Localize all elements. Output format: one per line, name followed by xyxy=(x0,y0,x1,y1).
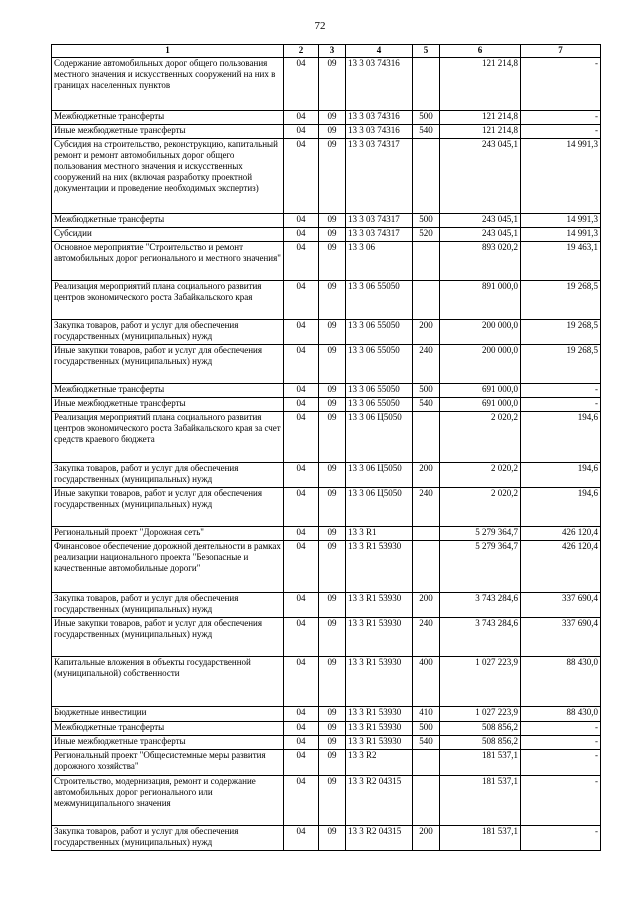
table-row xyxy=(52,618,601,657)
row-subsection-code: 09 xyxy=(319,776,346,826)
row-subsection-code: 09 xyxy=(319,593,346,618)
row-section-code: 04 xyxy=(284,111,319,125)
row-amount: 2 020,2 xyxy=(440,463,521,488)
row-section-code: 04 xyxy=(284,618,319,657)
table-row xyxy=(52,412,601,463)
row-target-article: 13 3 03 74316 xyxy=(346,111,413,125)
row-amount: 3 743 284,6 xyxy=(440,618,521,657)
row-target-article: 13 3 06 55050 xyxy=(346,345,413,384)
row-target-article: 13 3 R2 xyxy=(346,750,413,776)
row-description: Строительство, модернизация, ремонт и содержание автомобильных дорог регионального или межмуниципального значения xyxy=(52,776,284,826)
row-target-article: 13 3 06 55050 xyxy=(346,320,413,345)
row-description: Бюджетные инвестиции xyxy=(52,707,284,722)
row-target-article: 13 3 06 Ц5050 xyxy=(346,412,413,463)
row-amount-federal: - xyxy=(521,125,601,139)
row-amount: 5 279 364,7 xyxy=(440,527,521,541)
row-amount-federal: 194,6 xyxy=(521,463,601,488)
table-row xyxy=(52,593,601,618)
row-amount-federal: 19 463,1 xyxy=(521,242,601,281)
row-target-article: 13 3 06 xyxy=(346,242,413,281)
row-expense-type xyxy=(413,139,440,214)
row-subsection-code: 09 xyxy=(319,281,346,320)
column-header: 2 xyxy=(284,45,319,58)
row-amount-federal: - xyxy=(521,111,601,125)
row-amount-federal: 88 430,0 xyxy=(521,707,601,722)
row-target-article: 13 3 06 55050 xyxy=(346,281,413,320)
row-subsection-code: 09 xyxy=(319,320,346,345)
row-section-code: 04 xyxy=(284,776,319,826)
row-expense-type: 500 xyxy=(413,111,440,125)
row-amount-federal: - xyxy=(521,736,601,750)
row-subsection-code: 09 xyxy=(319,826,346,851)
row-amount: 181 537,1 xyxy=(440,750,521,776)
row-section-code: 04 xyxy=(284,541,319,593)
table-row xyxy=(52,281,601,320)
row-subsection-code: 09 xyxy=(319,139,346,214)
row-amount-federal: 19 268,5 xyxy=(521,320,601,345)
row-subsection-code: 09 xyxy=(319,412,346,463)
column-header: 4 xyxy=(346,45,413,58)
row-section-code: 04 xyxy=(284,320,319,345)
row-amount: 2 020,2 xyxy=(440,488,521,527)
row-amount-federal: 19 268,5 xyxy=(521,345,601,384)
column-header: 7 xyxy=(521,45,601,58)
row-amount: 200 000,0 xyxy=(440,320,521,345)
table-row xyxy=(52,826,601,851)
row-amount-federal: 426 120,4 xyxy=(521,527,601,541)
row-section-code: 04 xyxy=(284,412,319,463)
row-amount: 5 279 364,7 xyxy=(440,541,521,593)
row-amount-federal: - xyxy=(521,722,601,736)
row-section-code: 04 xyxy=(284,345,319,384)
row-amount: 121 214,8 xyxy=(440,58,521,111)
row-description: Иные межбюджетные трансферты xyxy=(52,398,284,412)
row-amount: 2 020,2 xyxy=(440,412,521,463)
row-section-code: 04 xyxy=(284,593,319,618)
table-row xyxy=(52,463,601,488)
row-target-article: 13 3 R1 xyxy=(346,527,413,541)
row-subsection-code: 09 xyxy=(319,707,346,722)
table-row xyxy=(52,139,601,214)
row-description: Иные закупки товаров, работ и услуг для обеспечения государственных (муниципальных) нужд xyxy=(52,488,284,527)
row-amount: 121 214,8 xyxy=(440,111,521,125)
row-amount-federal: 14 991,3 xyxy=(521,139,601,214)
table-row xyxy=(52,345,601,384)
table-row xyxy=(52,398,601,412)
row-description: Субсидия на строительство, реконструкцию, капитальный ремонт и ремонт автомобильных дорог общего пользования местного значения и искусственных сооружений на них (включая разработку проектной документации и проведение необходимых экспертиз) xyxy=(52,139,284,214)
row-target-article: 13 3 06 Ц5050 xyxy=(346,463,413,488)
row-section-code: 04 xyxy=(284,707,319,722)
row-amount: 243 045,1 xyxy=(440,214,521,228)
row-expense-type: 500 xyxy=(413,384,440,398)
row-description: Межбюджетные трансферты xyxy=(52,722,284,736)
row-expense-type xyxy=(413,242,440,281)
row-subsection-code: 09 xyxy=(319,736,346,750)
row-amount-federal: - xyxy=(521,398,601,412)
row-section-code: 04 xyxy=(284,58,319,111)
row-target-article: 13 3 03 74317 xyxy=(346,214,413,228)
table-row xyxy=(52,722,601,736)
table-header-row xyxy=(52,45,601,58)
row-description: Закупка товаров, работ и услуг для обеспечения государственных (муниципальных) нужд xyxy=(52,593,284,618)
row-target-article: 13 3 03 74316 xyxy=(346,58,413,111)
row-amount: 893 020,2 xyxy=(440,242,521,281)
row-section-code: 04 xyxy=(284,125,319,139)
row-description: Иные межбюджетные трансферты xyxy=(52,736,284,750)
row-section-code: 04 xyxy=(284,242,319,281)
row-expense-type: 540 xyxy=(413,736,440,750)
row-target-article: 13 3 R1 53930 xyxy=(346,541,413,593)
row-expense-type: 540 xyxy=(413,398,440,412)
table-row xyxy=(52,707,601,722)
row-amount: 508 856,2 xyxy=(440,736,521,750)
row-amount: 243 045,1 xyxy=(440,139,521,214)
row-subsection-code: 09 xyxy=(319,345,346,384)
row-target-article: 13 3 R1 53930 xyxy=(346,618,413,657)
row-target-article: 13 3 R1 53930 xyxy=(346,707,413,722)
row-section-code: 04 xyxy=(284,657,319,707)
row-expense-type xyxy=(413,281,440,320)
row-expense-type xyxy=(413,412,440,463)
row-subsection-code: 09 xyxy=(319,228,346,242)
row-description: Содержание автомобильных дорог общего пользования местного значения и искусственных сооружений на них в границах населенных пунктов xyxy=(52,58,284,111)
row-subsection-code: 09 xyxy=(319,527,346,541)
row-expense-type: 410 xyxy=(413,707,440,722)
row-description: Реализация мероприятий плана социального развития центров экономического роста Забайкальского края xyxy=(52,281,284,320)
row-amount-federal: 14 991,3 xyxy=(521,214,601,228)
row-target-article: 13 3 R1 53930 xyxy=(346,657,413,707)
row-description: Региональный проект "Общесистемные меры развития дорожного хозяйства" xyxy=(52,750,284,776)
row-description: Региональный проект "Дорожная сеть" xyxy=(52,527,284,541)
row-expense-type: 200 xyxy=(413,826,440,851)
table-row xyxy=(52,242,601,281)
row-amount-federal: 194,6 xyxy=(521,412,601,463)
row-amount: 121 214,8 xyxy=(440,125,521,139)
row-expense-type: 400 xyxy=(413,657,440,707)
row-expense-type: 540 xyxy=(413,125,440,139)
row-description: Закупка товаров, работ и услуг для обеспечения государственных (муниципальных) нужд xyxy=(52,463,284,488)
row-section-code: 04 xyxy=(284,826,319,851)
row-amount: 243 045,1 xyxy=(440,228,521,242)
row-expense-type xyxy=(413,541,440,593)
row-subsection-code: 09 xyxy=(319,214,346,228)
row-section-code: 04 xyxy=(284,281,319,320)
page-number: 72 xyxy=(314,20,326,32)
row-subsection-code: 09 xyxy=(319,722,346,736)
row-amount: 691 000,0 xyxy=(440,398,521,412)
row-section-code: 04 xyxy=(284,488,319,527)
table-row xyxy=(52,527,601,541)
row-amount-federal: 194,6 xyxy=(521,488,601,527)
table-row xyxy=(52,750,601,776)
column-header: 1 xyxy=(52,45,284,58)
row-subsection-code: 09 xyxy=(319,398,346,412)
row-description: Межбюджетные трансферты xyxy=(52,214,284,228)
row-subsection-code: 09 xyxy=(319,657,346,707)
table-row xyxy=(52,214,601,228)
row-subsection-code: 09 xyxy=(319,750,346,776)
row-target-article: 13 3 06 55050 xyxy=(346,384,413,398)
row-amount: 1 027 223,9 xyxy=(440,707,521,722)
row-description: Иные межбюджетные трансферты xyxy=(52,125,284,139)
row-section-code: 04 xyxy=(284,139,319,214)
row-amount-federal: - xyxy=(521,776,601,826)
row-target-article: 13 3 03 74316 xyxy=(346,125,413,139)
row-target-article: 13 3 03 74317 xyxy=(346,139,413,214)
row-section-code: 04 xyxy=(284,527,319,541)
column-header: 5 xyxy=(413,45,440,58)
row-description: Межбюджетные трансферты xyxy=(52,111,284,125)
row-amount: 200 000,0 xyxy=(440,345,521,384)
row-amount-federal: - xyxy=(521,750,601,776)
row-expense-type xyxy=(413,58,440,111)
row-amount-federal: 426 120,4 xyxy=(521,541,601,593)
row-amount: 181 537,1 xyxy=(440,826,521,851)
table-body xyxy=(52,58,601,851)
row-target-article: 13 3 06 55050 xyxy=(346,398,413,412)
row-amount: 691 000,0 xyxy=(440,384,521,398)
row-expense-type xyxy=(413,776,440,826)
row-amount-federal: 19 268,5 xyxy=(521,281,601,320)
row-target-article: 13 3 R1 53930 xyxy=(346,736,413,750)
row-section-code: 04 xyxy=(284,463,319,488)
row-amount: 891 000,0 xyxy=(440,281,521,320)
row-description: Субсидии xyxy=(52,228,284,242)
row-amount: 181 537,1 xyxy=(440,776,521,826)
row-description: Капитальные вложения в объекты государственной (муниципальной) собственности xyxy=(52,657,284,707)
row-expense-type: 500 xyxy=(413,722,440,736)
row-description: Финансовое обеспечение дорожной деятельности в рамках реализации национального проекта "Безопасные и качественные автомобильные дороги" xyxy=(52,541,284,593)
row-subsection-code: 09 xyxy=(319,384,346,398)
row-subsection-code: 09 xyxy=(319,58,346,111)
row-amount-federal: - xyxy=(521,58,601,111)
row-subsection-code: 09 xyxy=(319,488,346,527)
row-subsection-code: 09 xyxy=(319,618,346,657)
row-subsection-code: 09 xyxy=(319,463,346,488)
row-description: Реализация мероприятий плана социального развития центров экономического роста Забайкальского края за счет средств краевого бюджета xyxy=(52,412,284,463)
row-target-article: 13 3 R1 53930 xyxy=(346,722,413,736)
row-expense-type: 240 xyxy=(413,488,440,527)
row-section-code: 04 xyxy=(284,750,319,776)
row-description: Закупка товаров, работ и услуг для обеспечения государственных (муниципальных) нужд xyxy=(52,320,284,345)
row-expense-type: 240 xyxy=(413,618,440,657)
row-expense-type: 500 xyxy=(413,214,440,228)
table-row xyxy=(52,541,601,593)
row-subsection-code: 09 xyxy=(319,541,346,593)
table-row xyxy=(52,111,601,125)
table-row xyxy=(52,125,601,139)
table-row xyxy=(52,488,601,527)
row-section-code: 04 xyxy=(284,384,319,398)
budget-table xyxy=(51,44,601,851)
row-subsection-code: 09 xyxy=(319,111,346,125)
table-row xyxy=(52,58,601,111)
table-row xyxy=(52,736,601,750)
column-header: 6 xyxy=(440,45,521,58)
row-section-code: 04 xyxy=(284,214,319,228)
row-amount-federal: 14 991,3 xyxy=(521,228,601,242)
row-subsection-code: 09 xyxy=(319,125,346,139)
row-description: Закупка товаров, работ и услуг для обеспечения государственных (муниципальных) нужд xyxy=(52,826,284,851)
row-amount-federal: 88 430,0 xyxy=(521,657,601,707)
row-description: Основное мероприятие "Строительство и ремонт автомобильных дорог регионального и местного значения" xyxy=(52,242,284,281)
row-amount: 1 027 223,9 xyxy=(440,657,521,707)
table-row xyxy=(52,776,601,826)
row-target-article: 13 3 03 74317 xyxy=(346,228,413,242)
row-expense-type: 200 xyxy=(413,593,440,618)
row-target-article: 13 3 R2 04315 xyxy=(346,776,413,826)
row-expense-type: 200 xyxy=(413,320,440,345)
row-section-code: 04 xyxy=(284,736,319,750)
row-expense-type: 520 xyxy=(413,228,440,242)
table-row xyxy=(52,657,601,707)
row-expense-type: 240 xyxy=(413,345,440,384)
row-section-code: 04 xyxy=(284,228,319,242)
row-amount-federal: 337 690,4 xyxy=(521,593,601,618)
row-amount-federal: - xyxy=(521,826,601,851)
column-header: 3 xyxy=(319,45,346,58)
row-target-article: 13 3 06 Ц5050 xyxy=(346,488,413,527)
row-expense-type xyxy=(413,527,440,541)
table-row xyxy=(52,228,601,242)
row-amount-federal: 337 690,4 xyxy=(521,618,601,657)
table-row xyxy=(52,320,601,345)
row-expense-type xyxy=(413,750,440,776)
row-amount-federal: - xyxy=(521,384,601,398)
row-description: Иные закупки товаров, работ и услуг для обеспечения государственных (муниципальных) нужд xyxy=(52,345,284,384)
row-subsection-code: 09 xyxy=(319,242,346,281)
row-target-article: 13 3 R2 04315 xyxy=(346,826,413,851)
row-amount: 508 856,2 xyxy=(440,722,521,736)
row-section-code: 04 xyxy=(284,722,319,736)
row-amount: 3 743 284,6 xyxy=(440,593,521,618)
row-section-code: 04 xyxy=(284,398,319,412)
row-description: Межбюджетные трансферты xyxy=(52,384,284,398)
table-row xyxy=(52,384,601,398)
row-target-article: 13 3 R1 53930 xyxy=(346,593,413,618)
row-expense-type: 200 xyxy=(413,463,440,488)
row-description: Иные закупки товаров, работ и услуг для обеспечения государственных (муниципальных) нужд xyxy=(52,618,284,657)
